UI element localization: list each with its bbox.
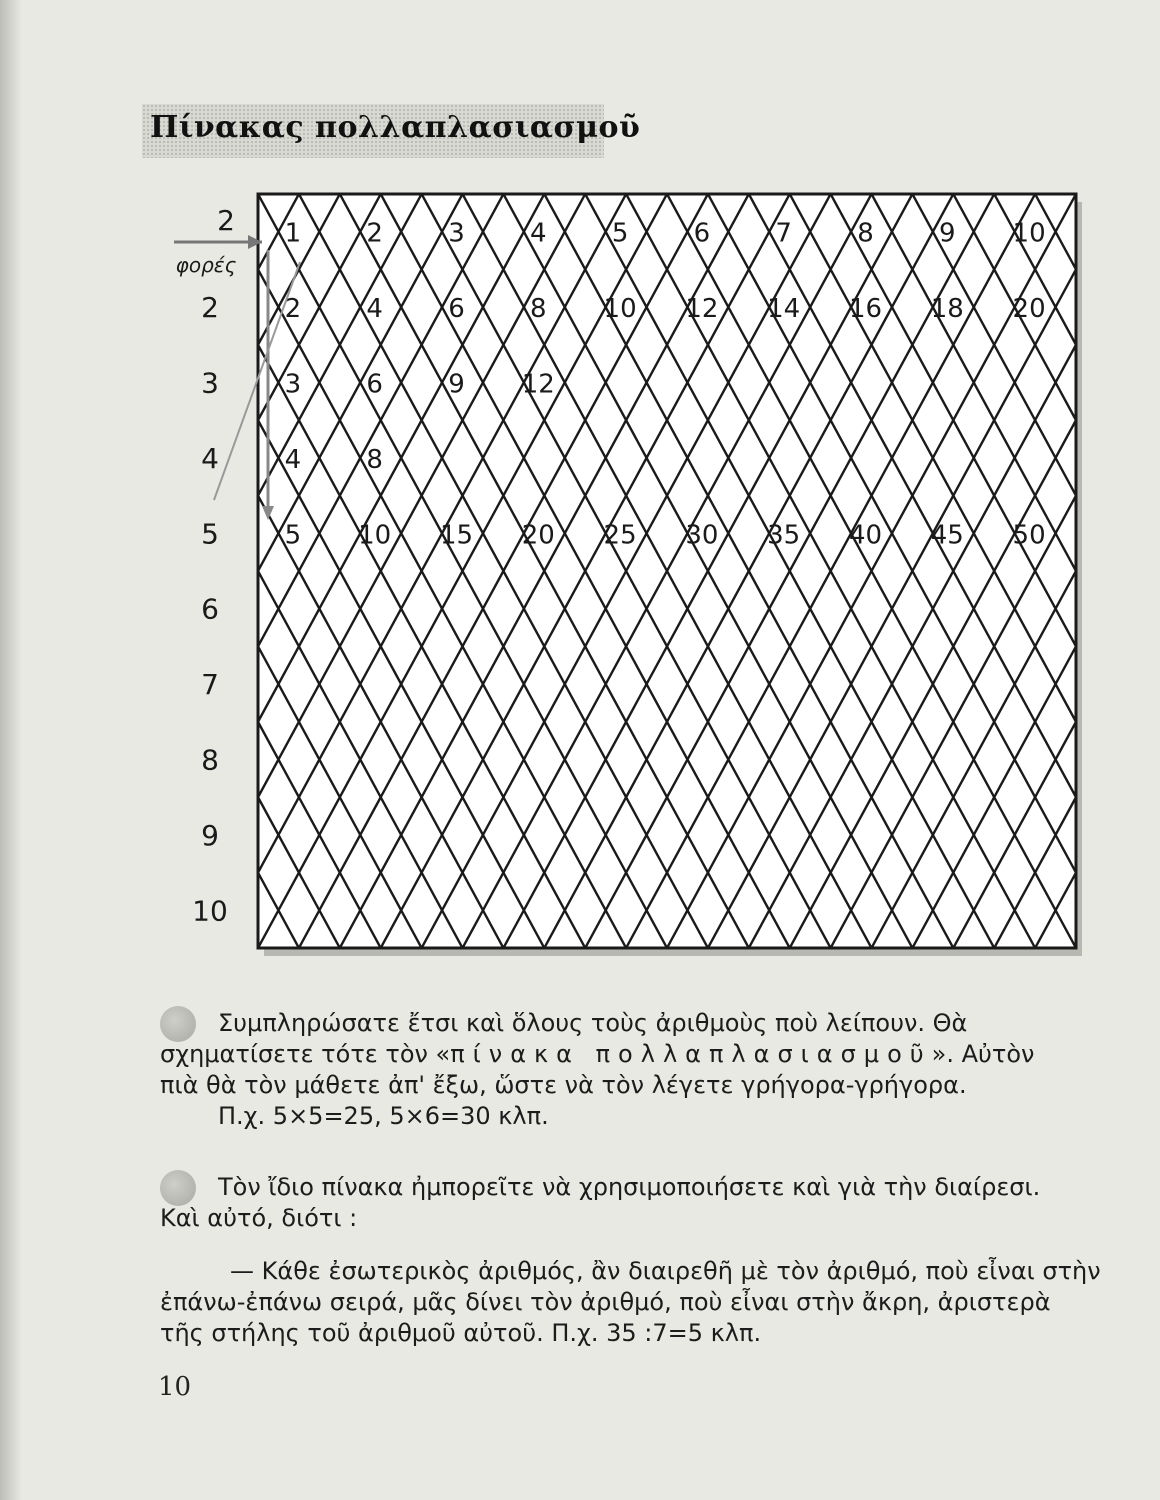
lattice-line <box>0 119 258 1000</box>
p1-line1: Συμπληρώσατε ἔτσι καὶ ὅλους τοὺς ἀριθμοὺς ποὺ λείπουν. Θὰ <box>218 1009 968 1037</box>
table-cell-value: 1 <box>284 218 302 249</box>
row-label: 5 <box>201 517 219 551</box>
row-label: 2 <box>201 291 219 325</box>
p1-line3: πιὰ θὰ τὸν μάθετε ἀπ' ἔξω, ὥστε νὰ τὸν λέγετε γρήγορα-γρήγορα. <box>160 1071 967 1099</box>
table-cell-value: 4 <box>284 444 302 475</box>
row-label-first: 2 <box>217 204 235 237</box>
table-cell-value: 16 <box>848 294 883 325</box>
times-label: φορές <box>175 253 237 277</box>
table-cell-value: 9 <box>448 369 465 400</box>
lattice-line <box>0 119 299 1000</box>
table-cell-value: 7 <box>775 218 792 249</box>
table-cell-value: 5 <box>611 218 629 249</box>
table-cell-value: 12 <box>685 294 719 325</box>
table-cell-value: 30 <box>685 520 719 551</box>
table-cell-value: 14 <box>767 294 801 325</box>
table-cell-value: 8 <box>530 294 547 325</box>
p3-line3: τῆς στήλης τοῦ ἀριθμοῦ αὐτοῦ. Π.χ. 35 :7=5 κλπ. <box>160 1319 762 1347</box>
table-cell-value: 3 <box>284 369 302 400</box>
p2-line1: Τὸν ἴδιο πίνακα ἠμπορεῖτε νὰ χρησιμοποιήσετε καὶ γιὰ τὴν διαίρεσι. <box>218 1173 1041 1201</box>
table-cell-value: 35 <box>767 520 801 551</box>
table-cell-value: 6 <box>693 218 711 249</box>
paragraph-division-rule <box>160 1256 1120 1349</box>
table-cell-value: 5 <box>284 520 302 551</box>
p2-line2: Καὶ αὐτό, διότι : <box>160 1204 358 1232</box>
table-cell-value: 20 <box>521 520 555 551</box>
table-cell-value: 4 <box>366 294 383 325</box>
page-number: 10 <box>158 1372 192 1402</box>
table-cell-value: 18 <box>930 294 964 325</box>
lattice-line <box>1076 119 1160 1000</box>
table-cell-value: 50 <box>1012 520 1046 551</box>
lattice-line <box>0 119 217 1000</box>
p1-table-name: πίνακα πολλαπλασιασμοῦ <box>450 1040 932 1068</box>
table-cell-value: 6 <box>448 294 465 325</box>
table-cell-value: 45 <box>930 520 964 551</box>
paragraph-fill-instructions <box>160 1008 1120 1132</box>
table-cell-value: 10 <box>1012 218 1046 249</box>
table-cell-value: 4 <box>530 218 547 249</box>
row-label: 4 <box>201 441 219 475</box>
p3-line2: ἐπάνω-ἐπάνω σειρά, μᾶς δίνει τὸν ἀριθμό, ποὺ εἶναι στὴν ἄκρη, ἀριστερὰ <box>160 1288 1051 1316</box>
table-cell-value: 2 <box>366 218 383 249</box>
table-cell-value: 2 <box>284 294 302 325</box>
row-label: 9 <box>201 818 219 852</box>
row-label: 6 <box>201 592 219 626</box>
paragraph-division <box>160 1172 1120 1234</box>
p1-line2 <box>160 1039 1120 1070</box>
row-label: 10 <box>192 894 228 928</box>
lattice-line <box>0 119 258 1000</box>
table-cell-value: 40 <box>848 520 883 551</box>
table-cell-value: 15 <box>439 520 474 551</box>
table-cell-value: 8 <box>366 444 383 475</box>
p1-example: Π.χ. 5×5=25, 5×6=30 κλπ. <box>218 1102 549 1130</box>
row-label: 8 <box>201 743 219 777</box>
table-cell-value: 20 <box>1012 294 1046 325</box>
table-cell-value: 8 <box>857 218 874 249</box>
lattice-line <box>0 119 217 1000</box>
lattice-line <box>1117 119 1160 1000</box>
table-cell-value: 10 <box>358 520 392 551</box>
lattice-line <box>1076 119 1160 1000</box>
p3-line1: — Κάθε ἐσωτερικὸς ἀριθμός, ἂν διαιρεθῆ μὲ τὸν ἀριθμό, ποὺ εἶναι στὴν <box>230 1257 1101 1285</box>
table-cell-value: 12 <box>521 369 555 400</box>
lattice-line <box>0 119 299 1000</box>
lattice-line <box>1117 119 1160 1000</box>
table-cell-value: 10 <box>603 294 637 325</box>
page-title: Πίνακας πολλαπλασιασμοῦ <box>150 110 641 145</box>
row-label: 7 <box>201 668 219 702</box>
row-label: 3 <box>201 366 219 400</box>
table-cell-value: 25 <box>603 520 637 551</box>
table-cell-value: 3 <box>448 218 465 249</box>
p1-line2-c: ». Αὐτὸν <box>931 1040 1035 1068</box>
table-cell-value: 6 <box>366 369 383 400</box>
table-cell-value: 9 <box>939 218 956 249</box>
p1-line2-a: σχηματίσετε τότε τὸν « <box>160 1040 451 1068</box>
